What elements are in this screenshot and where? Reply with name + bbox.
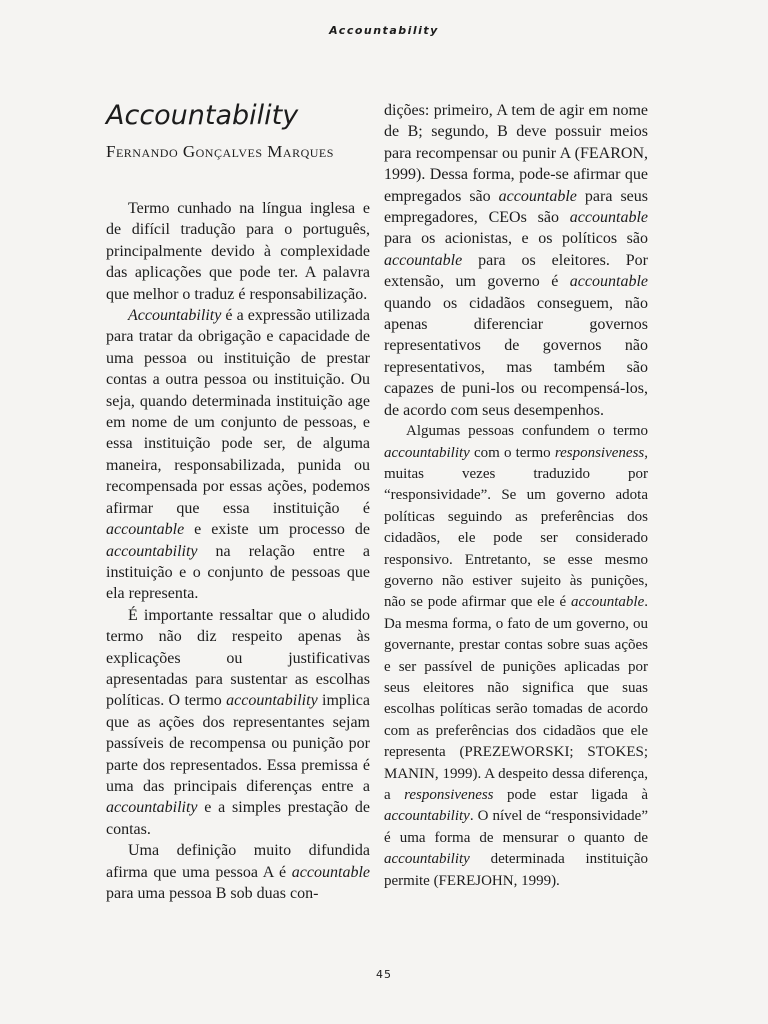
- text-run: Uma definição muito difundida afirma que uma pessoa A é: [106, 842, 370, 881]
- right-column: [384, 100, 648, 892]
- text-run: Algumas pessoas confundem o termo: [406, 423, 648, 440]
- text-run: para seus empregadores, CEOs são: [384, 187, 648, 227]
- italic-term: accountability: [384, 808, 470, 825]
- text-run: . Da mesma forma, o fato de um governo, ou governante, prestar contas sobre suas ações e ser passível de punições aplicadas por seus eleitores não significa que suas escolhas políticas serão tomadas de acordo com as preferências dos cidadãos que ele representa (PREZEWORSKI; STOKES; MANIN, 1999). A despeito dessa diferença, a: [384, 594, 648, 803]
- text-run: implica que as ações dos representantes sejam passíveis de recompensa ou punição por parte dos representados. Essa premissa é uma das principais diferenças entre a: [106, 692, 371, 795]
- italic-term: accountability: [384, 851, 470, 868]
- text-run: . O nível de “responsividade” é uma forma de mensurar o quanto de: [384, 808, 648, 846]
- italic-term: accountability: [106, 799, 198, 817]
- article-title: Accountability: [106, 100, 299, 131]
- left-column: [106, 100, 370, 904]
- italic-term: accountable: [291, 863, 370, 881]
- text-run: para os acionistas, e os políticos são: [384, 230, 648, 248]
- paragraph-conditions-continued: [384, 100, 648, 421]
- text-run: para os eleitores. Por extensão, um governo é: [384, 251, 648, 291]
- italic-term: accountable: [384, 251, 463, 269]
- text-run: com o termo: [469, 444, 555, 461]
- author-name: Fernando Gonçalves Marques: [106, 142, 334, 161]
- paragraph-distinction: [106, 605, 370, 840]
- text-run: para uma pessoa B sob duas con-: [106, 885, 319, 902]
- text-run: e a simples prestação de contas.: [106, 799, 370, 838]
- text-run: é a expressão utilizada para tratar da obrigação e capacidade de uma pessoa ou instituição de prestar contas a outra pessoa ou instituição. Ou seja, quando determinada instituição age em nome de um conjunto de pessoas, e essa instituição pode ser, de alguma maneira, responsabilizada, punida ou recompensada por essas ações, podemos afirmar que essa instituição é: [106, 307, 370, 517]
- text-run: É importante ressaltar que o aludido termo não diz respeito apenas às explicações ou justificativas apresentadas para sustentar as escolhas políticas. O termo: [106, 606, 370, 710]
- paragraph-responsiveness: [384, 421, 648, 892]
- text-run: pode estar ligada à: [493, 787, 648, 803]
- text-run: e existe um processo de: [184, 521, 370, 539]
- italic-term: responsiveness: [554, 444, 645, 461]
- italic-term: accountability: [384, 444, 470, 461]
- italic-term: responsiveness: [404, 787, 494, 803]
- text-run: determinada instituição permite (FEREJOHN, 1999).: [384, 851, 648, 889]
- text-run: dições: primeiro, A tem de agir em nome de B; segundo, B deve possuir meios para recompensar ou punir A (FEARON, 1999). Dessa forma, pode-se afirmar que empregados são: [384, 102, 648, 205]
- text-run: , muitas vezes traduzido por “responsividade”. Se um governo adota políticas seguindo as preferências dos cidadãos, ele pode ser considerado responsivo. Entretanto, se esse mesmo governo não estiver sujeito às punições, não se pode afirmar que ele é: [384, 444, 648, 611]
- text-run: na relação entre a instituição e o conjunto de pessoas que ela representa.: [106, 542, 370, 603]
- italic-term: accountable: [569, 273, 648, 291]
- italic-term: Accountability: [128, 307, 222, 325]
- text-run: quando os cidadãos conseguem, não apenas diferenciar governos representativos de governos não representativos, mas também são capazes de puni-los ou recompensá-los, de acordo com seus desempenhos.: [384, 294, 648, 419]
- italic-term: accountable: [569, 209, 648, 227]
- paragraph-conditions-start: [106, 840, 370, 904]
- italic-term: accountable: [570, 594, 645, 611]
- page-number: 45: [376, 968, 392, 981]
- italic-term: accountable: [498, 187, 577, 205]
- paragraph-definition: [106, 305, 370, 605]
- running-header: Accountability: [329, 24, 439, 37]
- paragraph-intro: Termo cunhado na língua inglesa e de difícil tradução para o português, principalmente devido à complexidade das aplicações que pode ter. A palavra que melhor o traduz é responsabilização.: [106, 200, 370, 303]
- italic-term: accountability: [106, 542, 198, 560]
- italic-term: accountable: [106, 521, 185, 539]
- italic-term: accountability: [226, 692, 318, 710]
